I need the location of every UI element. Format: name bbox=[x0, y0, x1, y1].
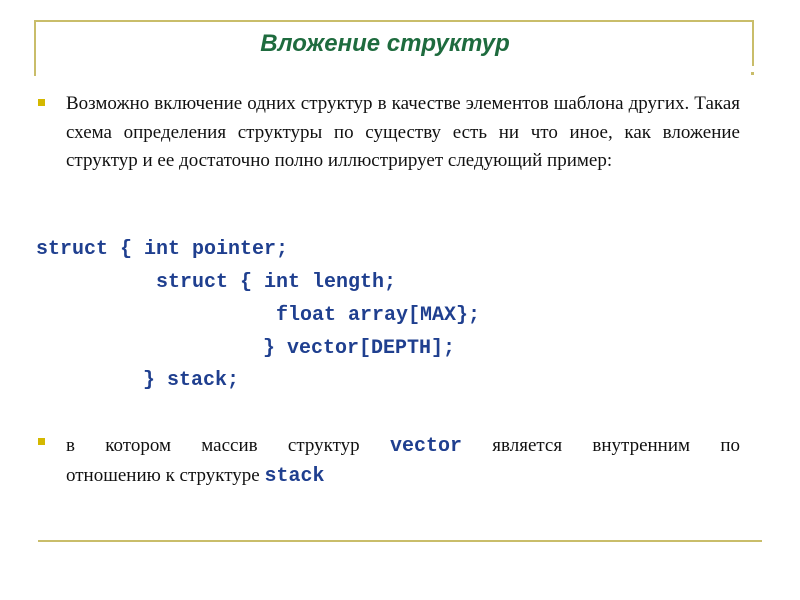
code-line-1: struct { int pointer; bbox=[36, 238, 289, 261]
code-word-vector: vector bbox=[389, 435, 462, 458]
paragraph-intro: Возможно включение одних структур в качестве элементов шаблона других. Такая схема определения структуры по существу есть ни что иное, как вложение структур и ее достаточно полно иллюстрирует следующий пример: bbox=[66, 93, 740, 171]
bullet-icon bbox=[38, 99, 45, 106]
code-line-4: } vector[DEPTH]; bbox=[263, 337, 456, 360]
frame-corner-dot bbox=[751, 72, 754, 75]
bottom-divider bbox=[38, 540, 762, 542]
code-line-3: float array[MAX}; bbox=[276, 304, 481, 327]
bullet-icon bbox=[38, 438, 45, 445]
slide-title: Вложение структур bbox=[260, 30, 510, 57]
text-segment: в котором массив структур bbox=[66, 435, 360, 456]
paragraph-conclusion-line-2 bbox=[66, 462, 740, 492]
code-line-2: struct { int length; bbox=[156, 271, 397, 294]
text-segment: является внутренним по bbox=[492, 435, 740, 456]
paragraph-conclusion-line-1 bbox=[66, 432, 740, 462]
paragraph-conclusion bbox=[66, 432, 740, 491]
code-word-stack: stack bbox=[264, 464, 325, 488]
code-line-5: } stack; bbox=[143, 369, 240, 392]
text-segment: отношению к структуре bbox=[66, 464, 260, 486]
